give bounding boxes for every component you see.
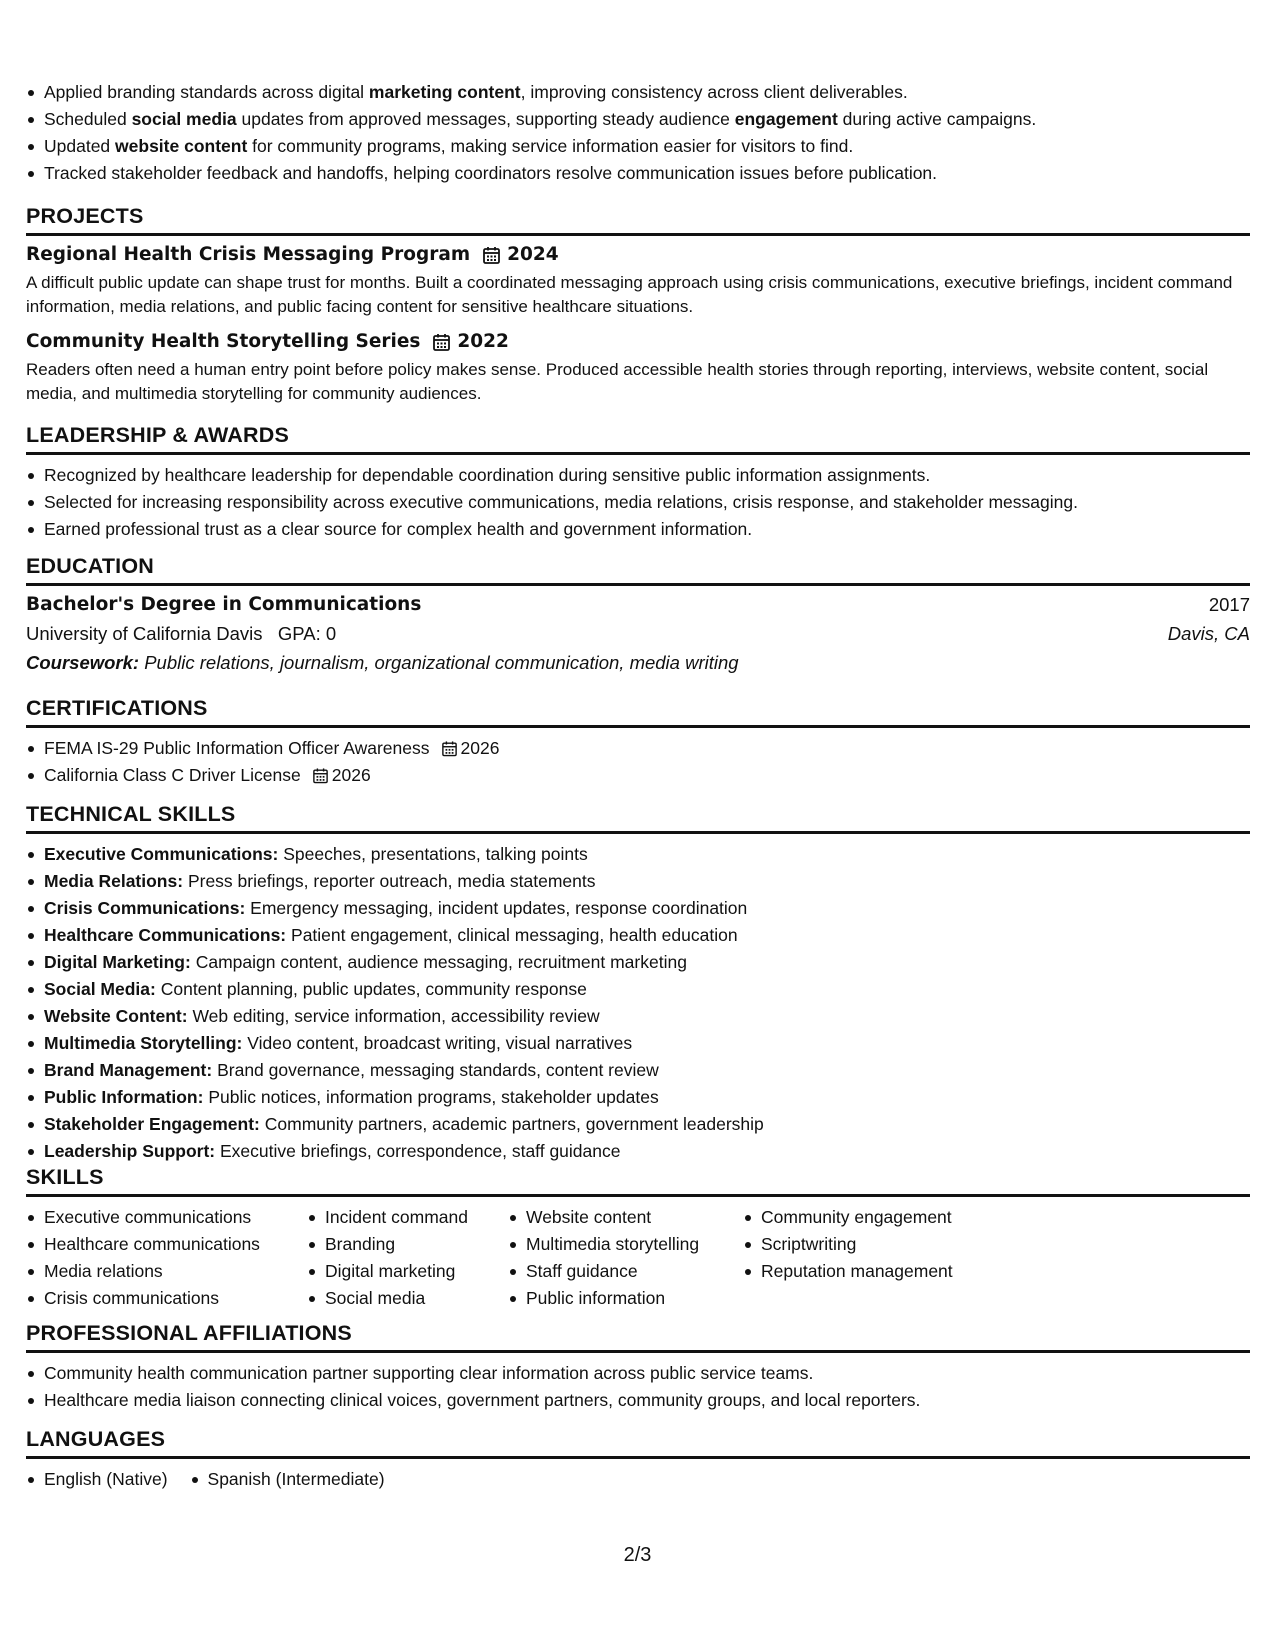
calendar-icon (442, 740, 457, 757)
list-item: Scriptwriting (743, 1231, 953, 1258)
list-item: Branding (307, 1231, 508, 1258)
school-name: University of California Davis (26, 623, 263, 644)
skills-column (26, 1204, 307, 1312)
section-heading: PROJECTS (26, 204, 144, 228)
list-item: Earned professional trust as a clear source for complex health and government information. (26, 516, 1250, 543)
section-divider (26, 233, 1250, 236)
list-item: Executive communications (26, 1204, 307, 1231)
graduation-year: 2017 (1208, 594, 1250, 615)
page-number: 2/3 (623, 1544, 652, 1566)
list-item (26, 735, 1250, 762)
section-divider (26, 452, 1250, 455)
list-item: Incident command (307, 1204, 508, 1231)
project-description: Readers often need a human entry point before policy makes sense. Produced accessible health stories through reporting, interviews, website content, social media, and multimedia storytelling for community audiences. (26, 360, 1209, 403)
section-divider (26, 1194, 1250, 1197)
section-heading: EDUCATION (26, 554, 155, 578)
list-item: Healthcare media liaison connecting clinical voices, government partners, community groups, and local reporters. (26, 1387, 1250, 1414)
list-item: Digital Marketing: Campaign content, audience messaging, recruitment marketing (26, 949, 1250, 976)
project-entry (26, 329, 1250, 406)
skills-column (743, 1204, 953, 1312)
projects-section (26, 203, 1250, 406)
list-item: Public information (508, 1285, 743, 1312)
project-year: 2024 (507, 244, 559, 265)
certifications-section (26, 695, 1250, 789)
section-divider (26, 1456, 1250, 1459)
list-item: Healthcare communications (26, 1231, 307, 1258)
list-item: Digital marketing (307, 1258, 508, 1285)
list-item: Multimedia storytelling (508, 1231, 743, 1258)
affiliations-section (26, 1320, 1250, 1414)
project-entry (26, 242, 1250, 319)
section-heading: CERTIFICATIONS (26, 696, 208, 720)
skills-column (307, 1204, 508, 1312)
coursework: Coursework: Public relations, journalism, organizational communication, media writing (26, 652, 739, 673)
list-item: Media relations (26, 1258, 307, 1285)
section-heading: LANGUAGES (26, 1427, 166, 1451)
list-item: Crisis Communications: Emergency messaging, incident updates, response coordination (26, 895, 1250, 922)
list-item: Brand Management: Brand governance, messaging standards, content review (26, 1057, 1250, 1084)
gpa: GPA: 0 (277, 623, 337, 644)
list-item: Healthcare Communications: Patient engagement, clinical messaging, health education (26, 922, 1250, 949)
list-item: Multimedia Storytelling: Video content, broadcast writing, visual narratives (26, 1030, 1250, 1057)
project-year: 2022 (457, 331, 509, 352)
section-heading: PROFESSIONAL AFFILIATIONS (26, 1321, 352, 1345)
list-item: Recognized by healthcare leadership for dependable coordination during sensitive public information assignments. (26, 462, 1250, 489)
list-item: Community health communication partner supporting clear information across public service teams. (26, 1360, 1250, 1387)
list-item: Social media (307, 1285, 508, 1312)
section-heading: LEADERSHIP & AWARDS (26, 423, 290, 447)
degree-title: Bachelor's Degree in Communications (26, 594, 422, 615)
skills-column (508, 1204, 743, 1312)
list-item: Staff guidance (508, 1258, 743, 1285)
resume-page (26, 0, 1250, 1650)
leadership-section (26, 422, 1250, 543)
section-divider (26, 831, 1250, 834)
coursework-label: Coursework: (26, 652, 140, 673)
school-location: Davis, CA (1167, 622, 1250, 644)
list-item: Selected for increasing responsibility across executive communications, media relations, crisis response, and stakeholder messaging. (26, 489, 1250, 516)
project-title: Community Health Storytelling Series (26, 331, 421, 352)
list-item: Reputation management (743, 1258, 953, 1285)
project-title: Regional Health Crisis Messaging Program (26, 244, 471, 265)
list-item: Updated website content for community programs, making service information easier for visitors to find. (26, 133, 1036, 160)
list-item: Website Content: Web editing, service information, accessibility review (26, 1003, 1250, 1030)
list-item: Media Relations: Press briefings, reporter outreach, media statements (26, 868, 1250, 895)
list-item: Scheduled social media updates from approved messages, supporting steady audience engagement during active campaigns. (26, 106, 1036, 133)
technical-skills-section (26, 801, 1250, 1165)
list-item: Stakeholder Engagement: Community partners, academic partners, government leadership (26, 1111, 1250, 1138)
section-heading: TECHNICAL SKILLS (26, 802, 236, 826)
calendar-icon (433, 333, 450, 351)
list-item: Spanish (Intermediate) (190, 1466, 385, 1493)
section-divider (26, 1350, 1250, 1353)
experience-bullets (26, 79, 1036, 187)
section-divider (26, 725, 1250, 728)
calendar-icon (483, 246, 500, 264)
languages-section (26, 1426, 1250, 1493)
list-item (26, 762, 1250, 789)
certification-name: FEMA IS-29 Public Information Officer Awareness (44, 738, 430, 758)
list-item: Leadership Support: Executive briefings, correspondence, staff guidance (26, 1138, 1250, 1165)
list-item: Social Media: Content planning, public updates, community response (26, 976, 1250, 1003)
list-item: English (Native) (26, 1466, 168, 1493)
certification-year: 2026 (460, 738, 500, 758)
list-item: Applied branding standards across digital marketing content, improving consistency across client deliverables. (26, 79, 1036, 106)
calendar-icon (313, 767, 328, 784)
certification-year: 2026 (331, 765, 371, 785)
skills-section (26, 1164, 1250, 1312)
section-divider (26, 583, 1250, 586)
list-item: Executive Communications: Speeches, presentations, talking points (26, 841, 1250, 868)
list-item: Community engagement (743, 1204, 953, 1231)
list-item: Public Information: Public notices, information programs, stakeholder updates (26, 1084, 1250, 1111)
list-item: Tracked stakeholder feedback and handoffs, helping coordinators resolve communication issues before publication. (26, 160, 1036, 187)
certification-name: California Class C Driver License (44, 765, 301, 785)
section-heading: SKILLS (26, 1165, 104, 1189)
list-item: Crisis communications (26, 1285, 307, 1312)
education-section (26, 553, 1250, 678)
list-item: Website content (508, 1204, 743, 1231)
project-description: A difficult public update can shape trust for months. Built a coordinated messaging approach using crisis communications, executive briefings, incident command information, media relations, and public facing content for sensitive healthcare situations. (26, 273, 1233, 316)
